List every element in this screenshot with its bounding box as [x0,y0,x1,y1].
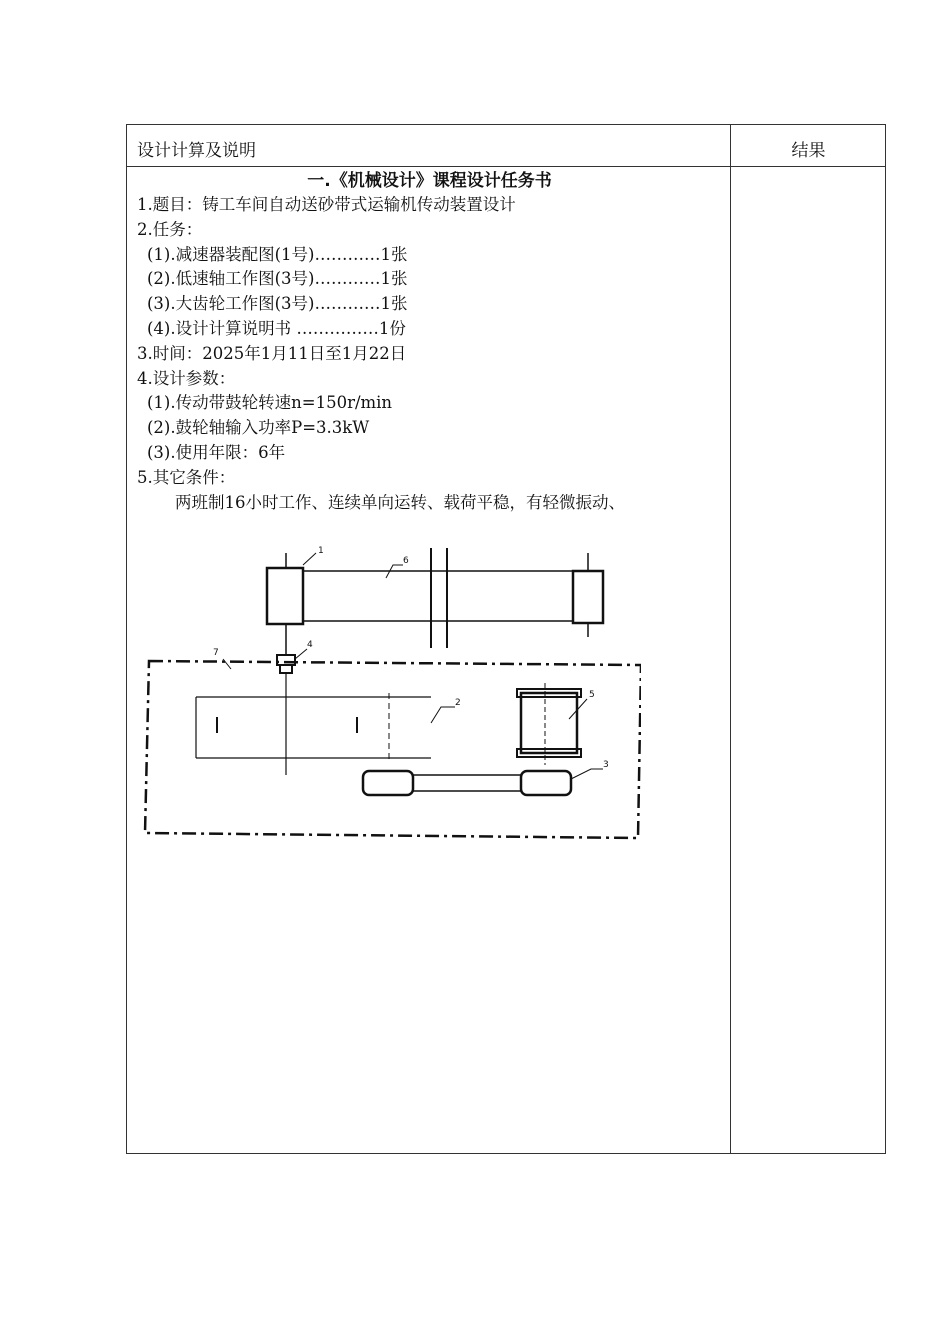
task-title: 一.《机械设计》课程设计任务书 [307,171,552,191]
task-item: (1).减速器装配图(1号)…………1张 [147,244,408,264]
task-item: (2).低速轴工作图(3号)…………1张 [147,269,408,289]
header-divider [127,166,885,167]
figure-label: 2 [455,698,461,708]
topic-line: 1.题目：铸工车间自动送砂带式运输机传动装置设计 [137,195,516,214]
figure-label: 5 [589,690,595,700]
param-item: (1).传动带鼓轮转速n=150r/min [147,393,393,413]
figure-label: 3 [603,760,609,770]
param-item: (2).鼓轮轴输入功率P=3.3kW [147,418,370,438]
column-divider [730,125,731,1153]
drum-right [573,571,603,623]
design-table [126,124,886,1154]
tasks-heading: 2.任务： [137,219,203,239]
header-result: 结果 [791,141,826,161]
transmission-diagram [141,543,641,843]
task-item: (3).大齿轮工作图(3号)…………1张 [147,294,408,314]
time-line: 3.时间：2025年1月11日至1月22日 [137,343,407,363]
params-heading: 4.设计参数： [137,368,236,388]
figure-label: 4 [307,640,313,650]
param-item: (3).使用年限：6年 [147,442,286,462]
other-heading: 5.其它条件： [137,467,236,487]
header-design-calc: 设计计算及说明 [137,141,256,161]
figure-label: 7 [213,648,219,658]
task-content [137,169,722,515]
drum-left [267,568,303,624]
task-item: (4).设计计算说明书 ……………1份 [147,318,406,338]
figure-label: 1 [318,546,324,556]
other-conditions: 两班制16小时工作、连续单向运转、载荷平稳，有轻微振动、 [175,492,625,512]
figure-label: 6 [403,556,409,566]
motor [521,693,577,753]
